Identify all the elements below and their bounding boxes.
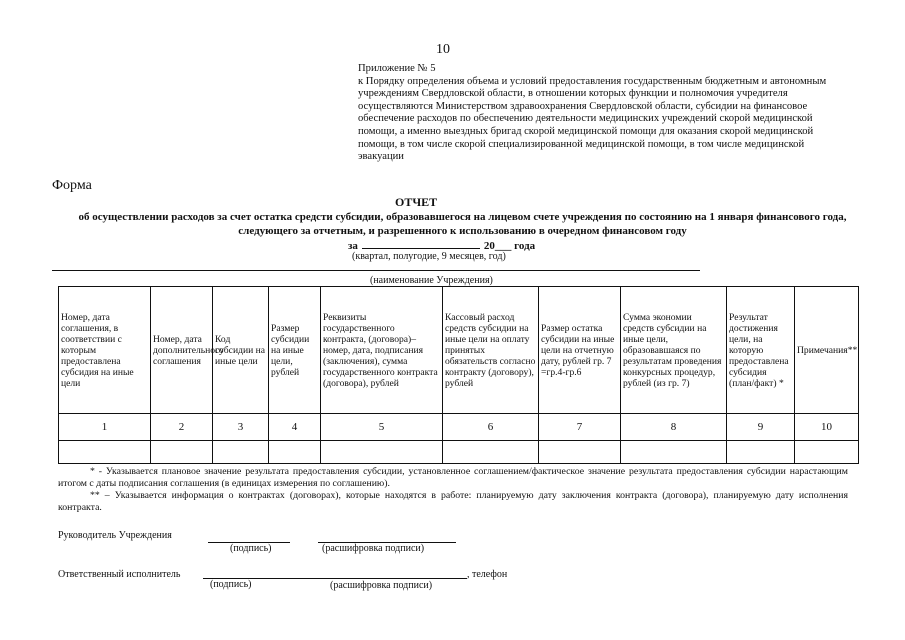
- header-cell: Реквизиты государственного контракта, (договора)– номер, дата, подписания (заключения), сумма государственного контракта (договора), рублей: [321, 287, 443, 414]
- header-cell: Результат достижения цели, на которую предоставлена субсидия (план/факт) *: [727, 287, 795, 414]
- column-number: 2: [151, 414, 213, 441]
- appendix-text: к Порядку определения объема и условий предоставления государственным бюджетным и автономным учреждениям Свердловской области, в отношении которых функции и полномочия учредителя осуществляются Министерством здравоохранения Свердловской области, субсидии на финансовое обеспечение расходов по обеспечению деятельности медицинских учреждений скорой медицинской помощи, а именно выездных бригад скорой медицинской помощи для оказания скорой медицинской помощи, в том числе скорой специализированной медицинской помощи, в том числе медицинской эвакуации: [358, 75, 827, 163]
- table-cell: [151, 441, 213, 464]
- header-cell: Код субсидии на иные цели: [213, 287, 269, 414]
- column-number: 3: [213, 414, 269, 441]
- report-subtitle: об осуществлении расходов за счет остатка средсти субсидии, образовавшегося на лицевом счете учреждения по состоянию на 1 января финансового года, следующего за отчетным, и разрешенного к использованию в очередном финансовом году: [78, 211, 847, 237]
- period-hint: (квартал, полугодие, 9 месяцев, год): [352, 251, 506, 262]
- report-title: ОТЧЕТ: [395, 195, 438, 209]
- report-period-line: [348, 238, 535, 252]
- period-blank: [362, 238, 480, 249]
- header-cell: Номер, дата дополнительного соглашения: [151, 287, 213, 414]
- table-cell: [59, 441, 151, 464]
- table-cell: [443, 441, 539, 464]
- org-name-line: [52, 270, 700, 271]
- table-cell: [727, 441, 795, 464]
- column-number-row: [59, 414, 859, 441]
- head-signature-caption: (подпись): [230, 543, 272, 554]
- executor-label: Ответственный исполнитель: [58, 569, 181, 580]
- table-cell: [269, 441, 321, 464]
- table-row: [59, 441, 859, 464]
- header-cell: Примечания**: [795, 287, 859, 414]
- report-table: [58, 286, 859, 464]
- appendix-title: Приложение № 5: [358, 63, 436, 74]
- executor-signature-caption: (подпись): [210, 579, 252, 590]
- table-header-row: [59, 287, 859, 414]
- page-number: 10: [436, 42, 450, 57]
- column-number: 4: [269, 414, 321, 441]
- header-cell: Размер остатка субсидии на иные цели на отчетную дату, рублей гр. 7 =гр.4-гр.6: [539, 287, 621, 414]
- phone-label: , телефон: [467, 569, 508, 580]
- table-cell: [213, 441, 269, 464]
- form-label: Форма: [52, 178, 92, 193]
- head-decoding-caption: (расшифровка подписи): [322, 543, 425, 554]
- org-name-caption: (наименование Учреждения): [370, 275, 493, 286]
- column-number: 10: [795, 414, 859, 441]
- column-number: 6: [443, 414, 539, 441]
- column-number: 5: [321, 414, 443, 441]
- table-cell: [321, 441, 443, 464]
- header-cell: Сумма экономии средств субсидии на иные цели, образовавшаяся по результатам проведения конкурсных процедур, рублей (из гр. 7): [621, 287, 727, 414]
- column-number: 9: [727, 414, 795, 441]
- appendix-block: [358, 63, 848, 164]
- footnote-2: ** – Указывается информация о контрактах (договорах), которые находятся в работе: планируемую дату заключения контракта (договора), планируемую дату исполнения контракта.: [58, 490, 848, 513]
- executor-decoding-caption: (расшифровка подписи): [330, 580, 433, 591]
- table-cell: [621, 441, 727, 464]
- head-label: Руководитель Учреждения: [58, 530, 172, 541]
- column-number: 7: [539, 414, 621, 441]
- table-cell: [539, 441, 621, 464]
- report-year: 20___ года: [483, 240, 536, 252]
- report-for-prefix: за: [348, 240, 358, 252]
- header-cell: Кассовый расход средств субсидии на иные цели на оплату принятых обязательств согласно контракту (договору), рублей: [443, 287, 539, 414]
- column-number: 8: [621, 414, 727, 441]
- column-number: 1: [59, 414, 151, 441]
- header-cell: Номер, дата соглашения, в соответствии с которым предоставлена субсидия на иные цели: [59, 287, 151, 414]
- footnote-1: * - Указывается плановое значение результата предоставления субсидии, установленное соглашением/фактическое значение результата предоставления субсидии нарастающим итогом с даты подписания соглашения (в единицах измерения по соглашению).: [58, 466, 848, 489]
- table-cell: [795, 441, 859, 464]
- header-cell: Размер субсидии на иные цели, рублей: [269, 287, 321, 414]
